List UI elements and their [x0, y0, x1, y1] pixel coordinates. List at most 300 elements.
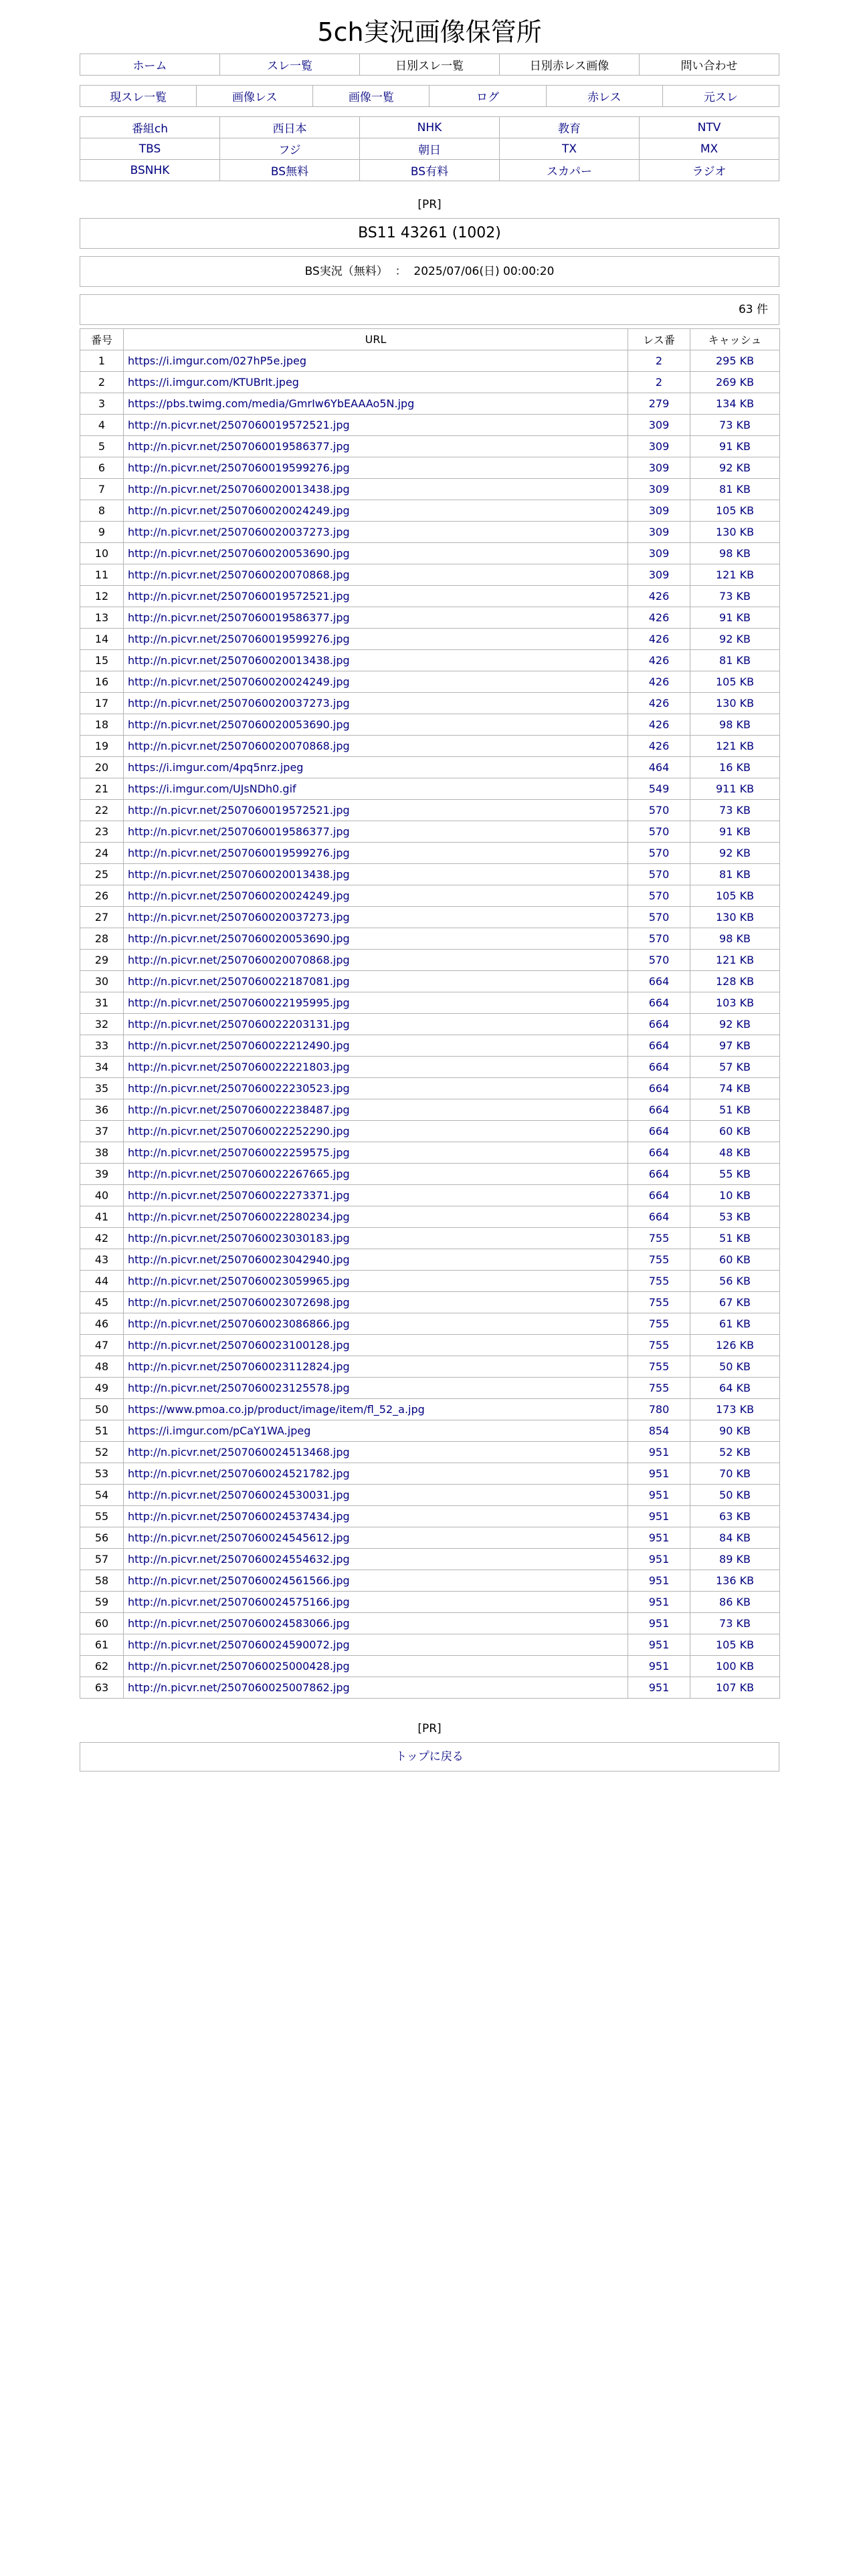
url-cell[interactable] — [124, 1634, 628, 1656]
image-url-link[interactable]: http://n.picvr.net/2507060020070868.jpg — [128, 954, 350, 966]
cache-size-link[interactable]: 295 KB — [715, 354, 755, 367]
res-number-link[interactable]: 2 — [655, 354, 663, 367]
cache-size-link[interactable]: 10 KB — [719, 1189, 751, 1202]
back-to-top-link[interactable]: トップに戻る — [395, 1750, 464, 1763]
channel-link-10-cell[interactable] — [640, 138, 779, 160]
channel-link-9-cell[interactable] — [500, 138, 640, 160]
cache-size-link[interactable]: 57 KB — [719, 1061, 751, 1073]
res-cell[interactable] — [628, 564, 690, 586]
res-number-link[interactable]: 309 — [648, 547, 670, 560]
cache-size-link[interactable]: 91 KB — [719, 825, 751, 838]
image-url-link[interactable]: https://i.imgur.com/UJsNDh0.gif — [128, 782, 296, 795]
url-cell[interactable] — [124, 1527, 628, 1549]
thread-nav-item-2[interactable]: 画像レス — [231, 91, 278, 104]
channel-link-11-cell[interactable] — [80, 160, 220, 181]
cache-cell[interactable] — [690, 885, 780, 907]
image-url-link[interactable]: http://n.picvr.net/2507060023086866.jpg — [128, 1317, 350, 1330]
channel-link-2-cell[interactable] — [220, 117, 360, 138]
res-number-link[interactable]: 664 — [648, 996, 670, 1009]
cache-size-link[interactable]: 70 KB — [719, 1467, 751, 1480]
url-cell[interactable] — [124, 992, 628, 1014]
res-number-link[interactable]: 570 — [648, 889, 670, 902]
cache-cell[interactable] — [690, 1185, 780, 1206]
cache-cell[interactable] — [690, 1378, 780, 1399]
res-cell[interactable] — [628, 950, 690, 971]
cache-size-link[interactable]: 81 KB — [719, 868, 751, 881]
res-cell[interactable] — [628, 522, 690, 543]
res-cell[interactable] — [628, 393, 690, 415]
res-number-link[interactable]: 951 — [648, 1531, 670, 1544]
cache-cell[interactable] — [690, 950, 780, 971]
res-cell[interactable] — [628, 1121, 690, 1142]
url-cell[interactable] — [124, 1142, 628, 1164]
res-cell[interactable] — [628, 843, 690, 864]
channel-link-3-cell[interactable] — [360, 117, 500, 138]
cache-size-link[interactable]: 67 KB — [719, 1296, 751, 1309]
cache-cell[interactable] — [690, 971, 780, 992]
res-cell[interactable] — [628, 864, 690, 885]
res-cell[interactable] — [628, 586, 690, 607]
channel-link-4[interactable]: 教育 — [558, 122, 581, 136]
cache-cell[interactable] — [690, 607, 780, 629]
cache-size-link[interactable]: 48 KB — [719, 1146, 751, 1159]
url-cell[interactable] — [124, 693, 628, 714]
cache-cell[interactable] — [690, 1634, 780, 1656]
nav-item-2-cell[interactable] — [220, 54, 360, 76]
cache-size-link[interactable]: 98 KB — [719, 718, 751, 731]
cache-size-link[interactable]: 61 KB — [719, 1317, 751, 1330]
cache-size-link[interactable]: 86 KB — [719, 1596, 751, 1608]
res-number-link[interactable]: 309 — [648, 526, 670, 538]
image-url-link[interactable]: https://i.imgur.com/027hP5e.jpeg — [128, 354, 307, 367]
cache-cell[interactable] — [690, 543, 780, 564]
image-url-link[interactable]: http://n.picvr.net/2507060024554632.jpg — [128, 1553, 350, 1566]
url-cell[interactable] — [124, 457, 628, 479]
cache-cell[interactable] — [690, 714, 780, 736]
thread-nav-item-1-cell[interactable] — [80, 86, 197, 107]
url-cell[interactable] — [124, 671, 628, 693]
res-cell[interactable] — [628, 1399, 690, 1420]
url-cell[interactable] — [124, 1014, 628, 1035]
image-url-link[interactable]: http://n.picvr.net/2507060024583066.jpg — [128, 1617, 350, 1630]
image-url-link[interactable]: http://n.picvr.net/2507060020024249.jpg — [128, 675, 350, 688]
image-url-link[interactable]: http://n.picvr.net/2507060020013438.jpg — [128, 868, 350, 881]
cache-size-link[interactable]: 130 KB — [715, 526, 755, 538]
res-number-link[interactable]: 426 — [648, 675, 670, 688]
res-cell[interactable] — [628, 1313, 690, 1335]
res-number-link[interactable]: 951 — [648, 1489, 670, 1501]
url-cell[interactable] — [124, 928, 628, 950]
image-url-link[interactable]: http://n.picvr.net/2507060023030183.jpg — [128, 1232, 350, 1245]
res-number-link[interactable]: 951 — [648, 1446, 670, 1459]
cache-cell[interactable] — [690, 1570, 780, 1592]
image-url-link[interactable]: https://www.pmoa.co.jp/product/image/item/fl_52_a.jpg — [128, 1403, 425, 1416]
url-cell[interactable] — [124, 522, 628, 543]
res-cell[interactable] — [628, 778, 690, 800]
channel-link-8-cell[interactable] — [360, 138, 500, 160]
channel-link-6[interactable]: TBS — [138, 142, 161, 156]
cache-size-link[interactable]: 105 KB — [715, 889, 755, 902]
cache-cell[interactable] — [690, 992, 780, 1014]
url-cell[interactable] — [124, 1485, 628, 1506]
res-cell[interactable] — [628, 1485, 690, 1506]
cache-size-link[interactable]: 73 KB — [719, 1617, 751, 1630]
channel-link-15-cell[interactable] — [640, 160, 779, 181]
res-number-link[interactable]: 951 — [648, 1617, 670, 1630]
url-cell[interactable] — [124, 950, 628, 971]
res-number-link[interactable]: 309 — [648, 440, 670, 453]
image-url-link[interactable]: http://n.picvr.net/2507060020070868.jpg — [128, 568, 350, 581]
cache-size-link[interactable]: 56 KB — [719, 1275, 751, 1287]
res-number-link[interactable]: 426 — [648, 611, 670, 624]
image-url-link[interactable]: http://n.picvr.net/2507060023100128.jpg — [128, 1339, 350, 1352]
image-url-link[interactable]: http://n.picvr.net/2507060022280234.jpg — [128, 1210, 350, 1223]
cache-cell[interactable] — [690, 415, 780, 436]
res-number-link[interactable]: 664 — [648, 1189, 670, 1202]
image-url-link[interactable]: http://n.picvr.net/2507060020037273.jpg — [128, 911, 350, 924]
cache-size-link[interactable]: 130 KB — [715, 697, 755, 710]
cache-cell[interactable] — [690, 1592, 780, 1613]
cache-size-link[interactable]: 81 KB — [719, 654, 751, 667]
cache-cell[interactable] — [690, 522, 780, 543]
res-cell[interactable] — [628, 1292, 690, 1313]
cache-size-link[interactable]: 73 KB — [719, 804, 751, 817]
image-url-link[interactable]: http://n.picvr.net/2507060022230523.jpg — [128, 1082, 350, 1095]
cache-cell[interactable] — [690, 864, 780, 885]
res-number-link[interactable]: 755 — [648, 1317, 670, 1330]
cache-cell[interactable] — [690, 1078, 780, 1099]
url-cell[interactable] — [124, 821, 628, 843]
url-cell[interactable] — [124, 1078, 628, 1099]
cache-size-link[interactable]: 105 KB — [715, 504, 755, 517]
image-url-link[interactable]: http://n.picvr.net/2507060020070868.jpg — [128, 740, 350, 752]
url-cell[interactable] — [124, 885, 628, 907]
url-cell[interactable] — [124, 1206, 628, 1228]
res-number-link[interactable]: 755 — [648, 1296, 670, 1309]
url-cell[interactable] — [124, 1613, 628, 1634]
image-url-link[interactable]: http://n.picvr.net/2507060022203131.jpg — [128, 1018, 350, 1031]
url-cell[interactable] — [124, 1292, 628, 1313]
cache-cell[interactable] — [690, 800, 780, 821]
thread-nav-item-5[interactable]: 赤レス — [587, 91, 622, 104]
image-url-link[interactable]: http://n.picvr.net/2507060019599276.jpg — [128, 847, 350, 859]
res-cell[interactable] — [628, 650, 690, 671]
url-cell[interactable] — [124, 372, 628, 393]
res-cell[interactable] — [628, 1506, 690, 1527]
image-url-link[interactable]: http://n.picvr.net/2507060020024249.jpg — [128, 889, 350, 902]
channel-link-5-cell[interactable] — [640, 117, 779, 138]
thread-nav-item-5-cell[interactable] — [546, 86, 662, 107]
url-cell[interactable] — [124, 564, 628, 586]
image-url-link[interactable]: http://n.picvr.net/2507060022221803.jpg — [128, 1061, 350, 1073]
image-url-link[interactable]: http://n.picvr.net/2507060022267665.jpg — [128, 1168, 350, 1180]
image-url-link[interactable]: http://n.picvr.net/2507060020053690.jpg — [128, 718, 350, 731]
res-number-link[interactable]: 426 — [648, 654, 670, 667]
cache-size-link[interactable]: 73 KB — [719, 590, 751, 603]
res-cell[interactable] — [628, 1592, 690, 1613]
cache-size-link[interactable]: 50 KB — [719, 1360, 751, 1373]
cache-cell[interactable] — [690, 650, 780, 671]
image-url-link[interactable]: http://n.picvr.net/2507060025007862.jpg — [128, 1681, 350, 1694]
image-url-link[interactable]: http://n.picvr.net/2507060019586377.jpg — [128, 440, 350, 453]
url-cell[interactable] — [124, 1313, 628, 1335]
cache-size-link[interactable]: 107 KB — [715, 1681, 755, 1694]
channel-link-12-cell[interactable] — [220, 160, 360, 181]
res-cell[interactable] — [628, 1356, 690, 1378]
cache-size-link[interactable]: 16 KB — [719, 761, 751, 774]
res-cell[interactable] — [628, 757, 690, 778]
image-url-link[interactable]: http://n.picvr.net/2507060019586377.jpg — [128, 825, 350, 838]
cache-cell[interactable] — [690, 1313, 780, 1335]
res-number-link[interactable]: 664 — [648, 1061, 670, 1073]
image-url-link[interactable]: http://n.picvr.net/2507060020024249.jpg — [128, 504, 350, 517]
res-cell[interactable] — [628, 1677, 690, 1699]
cache-size-link[interactable]: 269 KB — [715, 376, 755, 389]
res-number-link[interactable]: 951 — [648, 1553, 670, 1566]
url-cell[interactable] — [124, 1570, 628, 1592]
url-cell[interactable] — [124, 607, 628, 629]
image-url-link[interactable]: http://n.picvr.net/2507060022238487.jpg — [128, 1103, 350, 1116]
res-cell[interactable] — [628, 971, 690, 992]
res-number-link[interactable]: 2 — [655, 376, 663, 389]
res-number-link[interactable]: 570 — [648, 847, 670, 859]
cache-cell[interactable] — [690, 1399, 780, 1420]
cache-cell[interactable] — [690, 1206, 780, 1228]
res-number-link[interactable]: 755 — [648, 1232, 670, 1245]
res-cell[interactable] — [628, 372, 690, 393]
url-cell[interactable] — [124, 586, 628, 607]
cache-size-link[interactable]: 81 KB — [719, 483, 751, 496]
channel-link-8[interactable]: 朝日 — [418, 144, 441, 157]
cache-size-link[interactable]: 98 KB — [719, 547, 751, 560]
cache-cell[interactable] — [690, 1420, 780, 1442]
res-number-link[interactable]: 951 — [648, 1681, 670, 1694]
image-url-link[interactable]: https://i.imgur.com/KTUBrIt.jpeg — [128, 376, 299, 389]
res-number-link[interactable]: 309 — [648, 504, 670, 517]
image-url-link[interactable]: http://n.picvr.net/2507060022195995.jpg — [128, 996, 350, 1009]
thread-nav-item-4[interactable]: ログ — [476, 91, 500, 104]
url-cell[interactable] — [124, 1335, 628, 1356]
cache-size-link[interactable]: 911 KB — [715, 782, 755, 795]
cache-cell[interactable] — [690, 1035, 780, 1057]
res-number-link[interactable]: 664 — [648, 1103, 670, 1116]
url-cell[interactable] — [124, 1549, 628, 1570]
res-cell[interactable] — [628, 1527, 690, 1549]
cache-size-link[interactable]: 73 KB — [719, 419, 751, 431]
cache-cell[interactable] — [690, 350, 780, 372]
image-url-link[interactable]: http://n.picvr.net/2507060024545612.jpg — [128, 1531, 350, 1544]
res-cell[interactable] — [628, 992, 690, 1014]
url-cell[interactable] — [124, 1356, 628, 1378]
res-number-link[interactable]: 570 — [648, 825, 670, 838]
image-url-link[interactable]: http://n.picvr.net/2507060019572521.jpg — [128, 804, 350, 817]
res-cell[interactable] — [628, 907, 690, 928]
cache-size-link[interactable]: 52 KB — [719, 1446, 751, 1459]
cache-cell[interactable] — [690, 1057, 780, 1078]
cache-size-link[interactable]: 92 KB — [719, 461, 751, 474]
res-number-link[interactable]: 426 — [648, 590, 670, 603]
cache-size-link[interactable]: 60 KB — [719, 1125, 751, 1138]
cache-cell[interactable] — [690, 1292, 780, 1313]
url-cell[interactable] — [124, 415, 628, 436]
cache-cell[interactable] — [690, 1249, 780, 1271]
channel-link-1-cell[interactable] — [80, 117, 220, 138]
res-number-link[interactable]: 664 — [648, 1018, 670, 1031]
cache-size-link[interactable]: 91 KB — [719, 611, 751, 624]
res-number-link[interactable]: 664 — [648, 1210, 670, 1223]
url-cell[interactable] — [124, 543, 628, 564]
image-url-link[interactable]: http://n.picvr.net/2507060022187081.jpg — [128, 975, 350, 988]
url-cell[interactable] — [124, 629, 628, 650]
channel-link-3[interactable]: NHK — [417, 120, 442, 134]
res-number-link[interactable]: 664 — [648, 1168, 670, 1180]
res-number-link[interactable]: 664 — [648, 1146, 670, 1159]
res-number-link[interactable]: 755 — [648, 1382, 670, 1394]
url-cell[interactable] — [124, 1592, 628, 1613]
res-number-link[interactable]: 755 — [648, 1275, 670, 1287]
cache-cell[interactable] — [690, 1442, 780, 1463]
cache-cell[interactable] — [690, 693, 780, 714]
cache-cell[interactable] — [690, 1228, 780, 1249]
cache-cell[interactable] — [690, 671, 780, 693]
res-cell[interactable] — [628, 1078, 690, 1099]
res-cell[interactable] — [628, 1570, 690, 1592]
image-url-link[interactable]: http://n.picvr.net/2507060019586377.jpg — [128, 611, 350, 624]
cache-size-link[interactable]: 74 KB — [719, 1082, 751, 1095]
res-cell[interactable] — [628, 1142, 690, 1164]
image-url-link[interactable]: http://n.picvr.net/2507060024530031.jpg — [128, 1489, 350, 1501]
res-cell[interactable] — [628, 1206, 690, 1228]
channel-link-2[interactable]: 西日本 — [272, 122, 307, 136]
res-number-link[interactable]: 780 — [648, 1403, 670, 1416]
cache-cell[interactable] — [690, 907, 780, 928]
res-number-link[interactable]: 664 — [648, 1082, 670, 1095]
cache-size-link[interactable]: 134 KB — [715, 397, 755, 410]
cache-size-link[interactable]: 50 KB — [719, 1489, 751, 1501]
url-cell[interactable] — [124, 1164, 628, 1185]
cache-size-link[interactable]: 90 KB — [719, 1424, 751, 1437]
channel-link-1[interactable]: 番組ch — [131, 122, 169, 136]
res-number-link[interactable]: 464 — [648, 761, 670, 774]
image-url-link[interactable]: http://n.picvr.net/2507060024521782.jpg — [128, 1467, 350, 1480]
image-url-link[interactable]: http://n.picvr.net/2507060022252290.jpg — [128, 1125, 350, 1138]
res-number-link[interactable]: 426 — [648, 740, 670, 752]
res-cell[interactable] — [628, 1613, 690, 1634]
image-url-link[interactable]: http://n.picvr.net/2507060020053690.jpg — [128, 932, 350, 945]
res-cell[interactable] — [628, 693, 690, 714]
thread-nav-item-3[interactable]: 画像一覧 — [348, 91, 394, 104]
url-cell[interactable] — [124, 1378, 628, 1399]
thread-nav-item-4-cell[interactable] — [430, 86, 546, 107]
channel-link-9[interactable]: TX — [561, 142, 577, 156]
image-url-link[interactable]: http://n.picvr.net/2507060020013438.jpg — [128, 483, 350, 496]
cache-cell[interactable] — [690, 1164, 780, 1185]
res-cell[interactable] — [628, 800, 690, 821]
cache-size-link[interactable]: 105 KB — [715, 1638, 755, 1651]
channel-link-12[interactable]: BS無料 — [270, 165, 309, 179]
channel-link-15[interactable]: ラジオ — [692, 165, 727, 179]
thread-nav-item-1[interactable]: 現スレ一覧 — [110, 91, 167, 104]
url-cell[interactable] — [124, 714, 628, 736]
image-url-link[interactable]: http://n.picvr.net/2507060024590072.jpg — [128, 1638, 350, 1651]
url-cell[interactable] — [124, 1442, 628, 1463]
cache-cell[interactable] — [690, 1014, 780, 1035]
thread-nav-item-6-cell[interactable] — [662, 86, 779, 107]
cache-cell[interactable] — [690, 1099, 780, 1121]
res-cell[interactable] — [628, 1228, 690, 1249]
image-url-link[interactable]: http://n.picvr.net/2507060020013438.jpg — [128, 654, 350, 667]
url-cell[interactable] — [124, 500, 628, 522]
url-cell[interactable] — [124, 736, 628, 757]
res-cell[interactable] — [628, 714, 690, 736]
cache-cell[interactable] — [690, 436, 780, 457]
res-cell[interactable] — [628, 607, 690, 629]
res-number-link[interactable]: 951 — [648, 1596, 670, 1608]
url-cell[interactable] — [124, 1121, 628, 1142]
cache-size-link[interactable]: 173 KB — [715, 1403, 755, 1416]
cache-size-link[interactable]: 63 KB — [719, 1510, 751, 1523]
channel-link-6-cell[interactable] — [80, 138, 220, 160]
url-cell[interactable] — [124, 907, 628, 928]
nav-item-1-cell[interactable] — [80, 54, 220, 76]
cache-size-link[interactable]: 92 KB — [719, 1018, 751, 1031]
res-cell[interactable] — [628, 350, 690, 372]
image-url-link[interactable]: http://n.picvr.net/2507060024513468.jpg — [128, 1446, 350, 1459]
cache-cell[interactable] — [690, 1121, 780, 1142]
res-number-link[interactable]: 664 — [648, 1039, 670, 1052]
cache-cell[interactable] — [690, 1335, 780, 1356]
res-cell[interactable] — [628, 671, 690, 693]
url-cell[interactable] — [124, 436, 628, 457]
image-url-link[interactable]: http://n.picvr.net/2507060025000428.jpg — [128, 1660, 350, 1673]
url-cell[interactable] — [124, 1399, 628, 1420]
res-number-link[interactable]: 309 — [648, 568, 670, 581]
nav-item-1[interactable]: ホーム — [132, 60, 167, 73]
image-url-link[interactable]: http://n.picvr.net/2507060023042940.jpg — [128, 1253, 350, 1266]
thread-nav-item-6[interactable]: 元スレ — [703, 91, 738, 104]
res-number-link[interactable]: 664 — [648, 975, 670, 988]
url-cell[interactable] — [124, 1420, 628, 1442]
cache-size-link[interactable]: 100 KB — [715, 1660, 755, 1673]
res-number-link[interactable]: 755 — [648, 1339, 670, 1352]
image-url-link[interactable]: http://n.picvr.net/2507060024575166.jpg — [128, 1596, 350, 1608]
cache-cell[interactable] — [690, 1656, 780, 1677]
cache-size-link[interactable]: 121 KB — [715, 568, 755, 581]
res-number-link[interactable]: 755 — [648, 1360, 670, 1373]
channel-link-13[interactable]: BS有料 — [410, 165, 449, 179]
url-cell[interactable] — [124, 1035, 628, 1057]
cache-size-link[interactable]: 51 KB — [719, 1232, 751, 1245]
url-cell[interactable] — [124, 1506, 628, 1527]
cache-cell[interactable] — [690, 586, 780, 607]
res-number-link[interactable]: 279 — [648, 397, 670, 410]
image-url-link[interactable]: http://n.picvr.net/2507060019572521.jpg — [128, 419, 350, 431]
cache-cell[interactable] — [690, 1463, 780, 1485]
cache-size-link[interactable]: 103 KB — [715, 996, 755, 1009]
cache-cell[interactable] — [690, 393, 780, 415]
cache-size-link[interactable]: 64 KB — [719, 1382, 751, 1394]
res-cell[interactable] — [628, 1634, 690, 1656]
cache-size-link[interactable]: 105 KB — [715, 675, 755, 688]
channel-link-10[interactable]: MX — [700, 142, 719, 156]
url-cell[interactable] — [124, 1057, 628, 1078]
cache-size-link[interactable]: 92 KB — [719, 847, 751, 859]
res-cell[interactable] — [628, 1249, 690, 1271]
res-number-link[interactable]: 951 — [648, 1660, 670, 1673]
res-cell[interactable] — [628, 1335, 690, 1356]
res-number-link[interactable]: 951 — [648, 1467, 670, 1480]
cache-size-link[interactable]: 53 KB — [719, 1210, 751, 1223]
